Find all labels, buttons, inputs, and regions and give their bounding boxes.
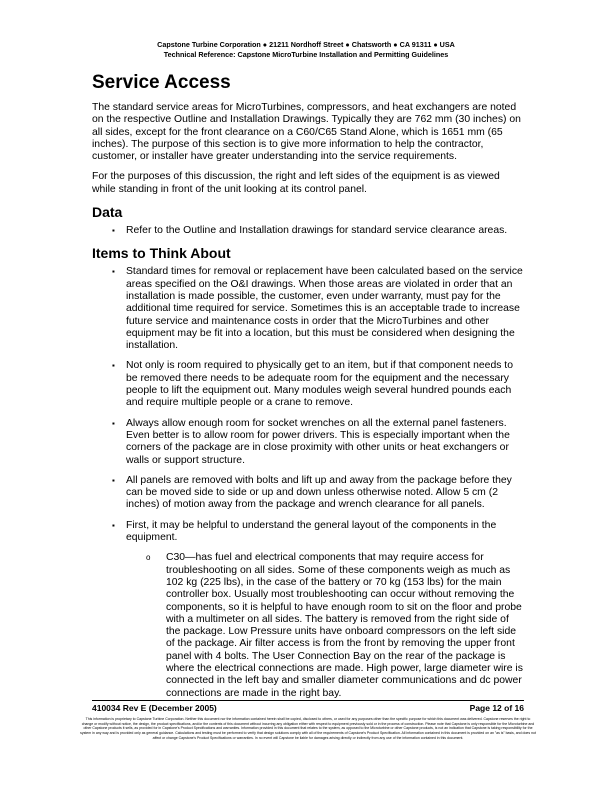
header-document-title: Technical Reference: Capstone MicroTurbine Installation and Permitting Guidelines [163, 50, 449, 59]
list-item: ▪ Not only is room required to physically get to an item, but if that component needs to be removed there needs to be adequate room for the equipment and the necessary people to lift the equipment out. Many modules weigh several hundred pounds each and require multiple people or a crane to remove. [112, 360, 513, 409]
section-title: Service Access [92, 72, 231, 93]
list-item: ▪ Standard times for removal or replacement have been calculated based on the service areas specified on the O&I drawings. When those areas are violated in order that an installation is made possible, the customer, even under warranty, must pay for the additional time required for service. Sometimes this is an acceptable trade to increase future service and maintenance costs in order that the MicroTurbines and other equipment may be fit into a location, but this must be considered when designing the installation. [112, 266, 523, 352]
bullet-marker: ▪ [112, 226, 115, 236]
page-footer [92, 703, 524, 713]
list-item: ▪ First, it may be helpful to understand the general layout of the components in the equipment. o C30—has fuel and electrical components that may require access for troubleshooting on all sides. Some of these components weigh as much as 102 kg (225 lbs), in the case of the battery or 70 kg (153 lbs) for the main controller box. Usually most troubleshooting can occur without removing the components, so it is helpful to have enough room to sit on the floor and probe with a multimeter on all sides. The battery is removed from the right side of the package. Low Pressure units have onboard compressors on the left side of the package. Air filter access is from the front by removing the upper front panel with 4 bolts. The User Connection Bay on the rear of the package is where the electrical connections are made. High power, large diameter wire is connected in the left bay and smaller diameter communications and dc power connections are made in the right bay. [112, 519, 523, 699]
data-heading: Data [92, 204, 123, 221]
sub-list-item: o C30—has fuel and electrical components that may require access for troubleshooting on all sides. Some of these components weigh as much as 102 kg (225 lbs), in the case of the battery or 70 kg (153 lbs) for the main controller box. Usually most troubleshooting can occur without removing the components, so it is helpful to have enough room to sit on the floor and probe with a multimeter on all sides. The battery is removed from the right side of the package. Low Pressure units have onboard compressors on the left side of the package. Air filter access is from the front by removing the upper front panel with 4 bolts. The User Connection Bay on the rear of the package is where the electrical connections are made. High power, large diameter wire is connected in the left bay and smaller diameter communications and dc power connections are made in the right bay. [146, 552, 523, 699]
list-item: ▪ Refer to the Outline and Installation drawings for standard service clearance areas. [112, 225, 508, 237]
bullet-marker: ▪ [112, 520, 115, 530]
page-header [0, 40, 612, 60]
sub-bullet-marker: o [146, 553, 151, 563]
document-id: 410034 Rev E (December 2005) [92, 703, 217, 713]
legal-disclaimer: This information is proprietary to Capstone Turbine Corporation. Neither this document nor the information contained herein shall be copied, disclosed to others, or used for any purposes other than the specific purpose for which this document was delivered. Capstone reserves the right to change or modify without notice, the design, the product specifications, and/or the contents of this document without incurring any obligation either with respect to equipment previously sold or in the process of construction. Please note that Capstone is only responsible for the Microturbine and other Capstone products it sells, as provided for in Capstone's Product Specifications and warranties. Information provided in this document that relates to the system, as opposed to the Microturbine or other Capstone products, is not an indication that Capstone is taking responsibility for the system in any way and is provided only as general guidance. Calculations and testing must be performed to verify that design solutions comply with all of the requirements of Capstone's Product Specification. All information contained in this document is provided on an "as is" basis, and does not affect or change Capstone's Product Specifications or warranties. In no event will Capstone be liable for damages arising directly or indirectly from any use of the information contained in this document. [80, 717, 536, 740]
main-content [92, 72, 524, 708]
bullet-marker: ▪ [112, 267, 115, 277]
list-item: ▪ Always allow enough room for socket wrenches on all the external panel fasteners. Even better is to allow room for power drivers. This is especially important when the corners of the package are in close proximity with other units or heat exchangers or walls or support structure. [112, 417, 510, 466]
items-bullet-list [92, 266, 524, 700]
header-address: Capstone Turbine Corporation ● 21211 Nordhoff Street ● Chatsworth ● CA 91311 ● USA [157, 40, 455, 49]
bullet-marker: ▪ [112, 475, 115, 485]
intro-paragraph-1: The standard service areas for MicroTurbines, compressors, and heat exchangers are noted on the respective Outline and Installation Drawings. Typically they are 762 mm (30 inches) on all sides, except for the front clearance on a C60/C65 Stand Alone, which is 1651 mm (65 inches). The purpose of this section is to give more information to help the contractor, customer, or installer have greater understanding into the service requirements. [92, 102, 521, 163]
list-item: ▪ All panels are removed with bolts and lift up and away from the package before they can be moved side to side or up and down unless otherwise noted. Allow 5 cm (2 inches) of motion away from the package and wrench clearance for all panels. [112, 474, 512, 511]
page-number: Page 12 of 16 [469, 703, 524, 713]
data-bullet-list [92, 225, 524, 237]
bullet-marker: ▪ [112, 418, 115, 428]
intro-paragraph-2: For the purposes of this discussion, the right and left sides of the equipment is as viewed while standing in front of the unit looking at its control panel. [92, 171, 500, 195]
footer-divider [92, 700, 524, 701]
bullet-marker: ▪ [112, 361, 115, 371]
sub-bullet-list [126, 552, 524, 700]
items-heading: Items to Think About [92, 245, 231, 262]
